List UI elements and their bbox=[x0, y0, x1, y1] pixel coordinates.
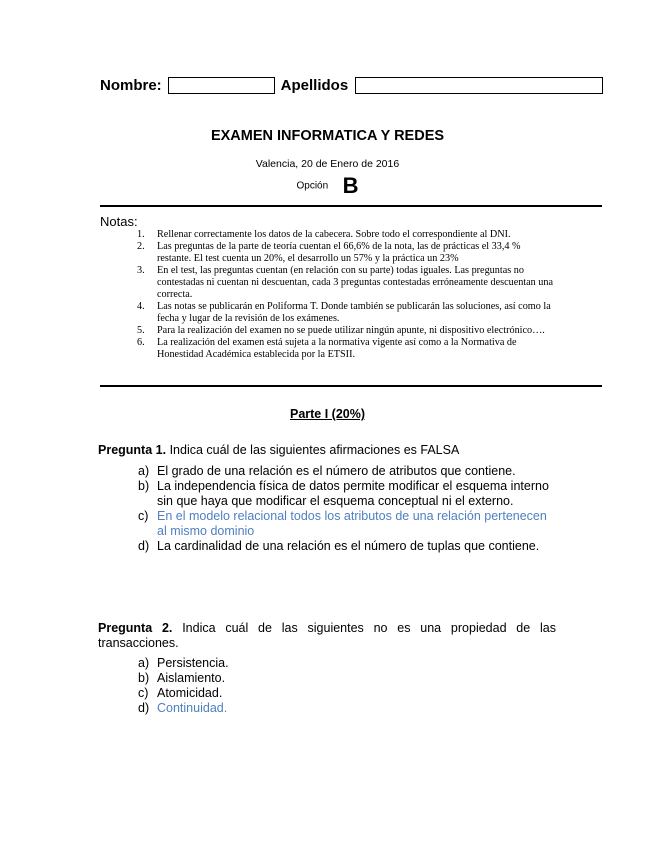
note-item bbox=[137, 229, 557, 241]
note-text: Para la realización del examen no se puede utilizar ningún apunte, ni dispositivo electrónico…. bbox=[157, 325, 545, 336]
option-d[interactable] bbox=[138, 701, 558, 716]
part-title: Parte I (20%) bbox=[289, 407, 366, 421]
option-text: El grado de una relación es el número de atributos que contiene. bbox=[157, 464, 516, 478]
name-field[interactable] bbox=[168, 77, 275, 94]
note-number: 4. bbox=[137, 301, 145, 312]
question-1-options bbox=[138, 464, 558, 554]
note-number: 1. bbox=[137, 229, 145, 240]
note-item bbox=[137, 241, 557, 265]
notes-list bbox=[137, 229, 557, 361]
question-2 bbox=[98, 621, 556, 651]
question-label: Pregunta 1. bbox=[98, 443, 167, 457]
option-a[interactable] bbox=[138, 464, 558, 479]
option-text: Persistencia. bbox=[157, 656, 229, 670]
option-letter: d) bbox=[138, 701, 150, 715]
option-text: La cardinalidad de una relación es el número de tuplas que contiene. bbox=[157, 539, 540, 553]
note-item bbox=[137, 325, 557, 337]
note-number: 6. bbox=[137, 337, 145, 348]
option-text-highlighted: Continuidad. bbox=[157, 701, 228, 715]
exam-option bbox=[0, 173, 655, 199]
note-number: 5. bbox=[137, 325, 145, 336]
option-c[interactable] bbox=[138, 686, 558, 701]
notes-title: Notas: bbox=[100, 214, 138, 229]
note-number: 2. bbox=[137, 241, 145, 252]
name-row bbox=[100, 75, 605, 95]
option-letter: b) bbox=[138, 671, 150, 685]
option-letter: c) bbox=[138, 509, 149, 523]
note-text: La realización del examen está sujeta a la normativa vigente así como a la Normativa de Honestidad Académica establecida por la ETSII. bbox=[157, 337, 517, 360]
note-number: 3. bbox=[137, 265, 145, 276]
option-label: Opción bbox=[296, 180, 329, 192]
surname-field[interactable] bbox=[355, 77, 603, 94]
note-text: Las notas se publicarán en Poliforma T. Donde también se publicarán las soluciones, así como la fecha y lugar de la revisión de los exámenes. bbox=[157, 301, 551, 324]
option-letter: d) bbox=[138, 539, 150, 553]
note-item bbox=[137, 265, 557, 301]
option-text: Aislamiento. bbox=[157, 671, 226, 685]
name-label: Nombre: bbox=[100, 76, 162, 94]
option-value: B bbox=[342, 173, 359, 198]
note-text: En el test, las preguntas cuentan (en relación con su parte) todas iguales. Las preguntas no contestadas ni cuentan ni descuentan, cada 3 preguntas contestadas erróneamente descuentan una correcta. bbox=[157, 265, 554, 300]
option-letter: a) bbox=[138, 464, 150, 478]
question-text: Indica cuál de las siguientes afirmaciones es FALSA bbox=[169, 443, 460, 457]
question-2-options bbox=[138, 656, 558, 716]
exam-title: EXAMEN INFORMATICA Y REDES bbox=[210, 128, 445, 144]
option-letter: a) bbox=[138, 656, 150, 670]
bottom-divider bbox=[100, 385, 602, 387]
surname-label: Apellidos bbox=[280, 76, 349, 94]
note-item bbox=[137, 337, 557, 361]
note-text: Las preguntas de la parte de teoría cuentan el 66,6% de la nota, las de prácticas el 33,4 % restante. El test cuenta un 20%, el desarrollo un 57% y la práctica un 23% bbox=[157, 241, 521, 264]
option-d[interactable] bbox=[138, 539, 558, 554]
note-item bbox=[137, 301, 557, 325]
exam-date: Valencia, 20 de Enero de 2016 bbox=[255, 158, 400, 170]
option-text: La independencia física de datos permite modificar el esquema interno sin que haya que modificar el esquema conceptual ni el externo. bbox=[157, 479, 549, 508]
question-1 bbox=[98, 443, 556, 458]
option-a[interactable] bbox=[138, 656, 558, 671]
question-label: Pregunta 2. bbox=[98, 621, 173, 635]
note-text: Rellenar correctamente los datos de la cabecera. Sobre todo el correspondiente al DNI. bbox=[157, 229, 511, 240]
option-letter: c) bbox=[138, 686, 149, 700]
option-letter: b) bbox=[138, 479, 150, 493]
option-text: Atomicidad. bbox=[157, 686, 223, 700]
option-text-highlighted: En el modelo relacional todos los atributos de una relación pertenecen al mismo dominio bbox=[157, 509, 547, 538]
option-b[interactable] bbox=[138, 671, 558, 686]
option-b[interactable] bbox=[138, 479, 558, 509]
option-c[interactable] bbox=[138, 509, 558, 539]
top-divider bbox=[100, 205, 602, 207]
question-text: Indica cuál de las siguientes no es una propiedad de las transacciones. bbox=[98, 621, 556, 650]
